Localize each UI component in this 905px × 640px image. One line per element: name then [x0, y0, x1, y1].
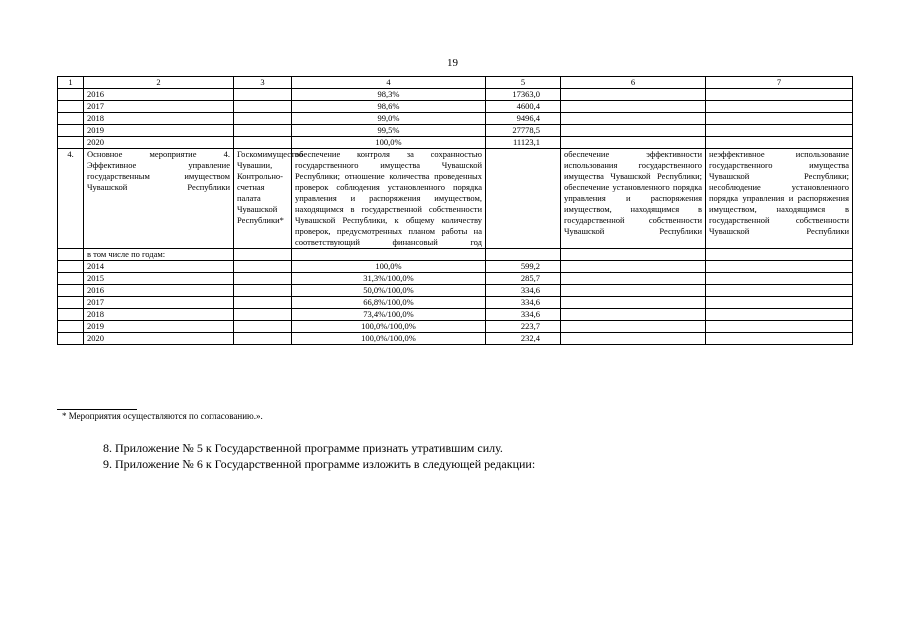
result-cell: [561, 321, 706, 333]
row-number-cell: [58, 125, 84, 137]
activity-executor: Госкомимущество Чувашии, Контрольно-счетная палата Чувашской Республики*: [234, 149, 292, 249]
year-cell: 2016: [84, 89, 234, 101]
risks-cell: [706, 333, 853, 345]
indicator-value-cell: 100,0%/100,0%: [292, 321, 486, 333]
row-number-cell: [58, 333, 84, 345]
table-row: [58, 285, 853, 297]
result-cell: [561, 137, 706, 149]
indicator-value-cell: 100,0%/100,0%: [292, 333, 486, 345]
indicator-value-cell: 73,4%/100,0%: [292, 309, 486, 321]
table-row: [58, 261, 853, 273]
executor-cell: [234, 89, 292, 101]
activity-result: обеспечение эффективности использования государственного имущества Чувашской Республики; обеспечение установленного порядка управления и распоряжения имуществом, находящимся в государственной собственности Чувашской Республики: [561, 149, 706, 249]
amount-cell: 4600,4: [486, 101, 561, 113]
row-number-cell: [58, 101, 84, 113]
year-cell: 2018: [84, 113, 234, 125]
table-row: [58, 113, 853, 125]
year-cell: 2020: [84, 333, 234, 345]
activity-row: [58, 149, 853, 249]
year-cell: 2017: [84, 101, 234, 113]
table-row: [58, 137, 853, 149]
table-row: [58, 309, 853, 321]
row-number-cell: [58, 321, 84, 333]
empty-cell: [486, 249, 561, 261]
header-cell: 3: [234, 77, 292, 89]
risks-cell: [706, 321, 853, 333]
executor-cell: [234, 285, 292, 297]
risks-cell: [706, 285, 853, 297]
row-number-cell: [58, 285, 84, 297]
paragraph-9: 9. Приложение № 6 к Государственной программе изложить в следующей редакции:: [103, 457, 536, 471]
executor-cell: [234, 333, 292, 345]
header-cell: 5: [486, 77, 561, 89]
risks-cell: [706, 125, 853, 137]
year-cell: 2014: [84, 261, 234, 273]
table-row: [58, 297, 853, 309]
amount-cell: 17363,0: [486, 89, 561, 101]
year-cell: 2019: [84, 321, 234, 333]
row-number-cell: [58, 273, 84, 285]
row-number-cell: [58, 309, 84, 321]
executor-cell: [234, 261, 292, 273]
executor-cell: [234, 101, 292, 113]
empty-cell: [292, 249, 486, 261]
activity-name: Основное мероприятие 4. Эффективное управление государственным имуществом Чувашской Республики: [84, 149, 234, 249]
risks-cell: [706, 261, 853, 273]
risks-cell: [706, 101, 853, 113]
amount-cell: 334,6: [486, 297, 561, 309]
row-number-cell: [58, 89, 84, 101]
result-cell: [561, 273, 706, 285]
amount-cell: 334,6: [486, 309, 561, 321]
executor-cell: [234, 309, 292, 321]
year-cell: 2015: [84, 273, 234, 285]
row-number-cell: [58, 261, 84, 273]
result-cell: [561, 333, 706, 345]
empty-cell: [234, 249, 292, 261]
risks-cell: [706, 113, 853, 125]
executor-cell: [234, 113, 292, 125]
year-cell: 2019: [84, 125, 234, 137]
amount-cell: 334,6: [486, 285, 561, 297]
program-table: [57, 76, 853, 345]
activity-risks: неэффективное использование государственного имущества Чувашской Республики; несоблюдение установленного порядка управления и распоряжения имуществом, находящимся в государственной собственности Чувашской Республики: [706, 149, 853, 249]
year-cell: 2017: [84, 297, 234, 309]
table-row: [58, 101, 853, 113]
result-cell: [561, 261, 706, 273]
indicator-value-cell: 31,3%/100,0%: [292, 273, 486, 285]
footnote-divider: [57, 409, 137, 410]
indicator-value-cell: 100,0%: [292, 261, 486, 273]
table-row: [58, 333, 853, 345]
table-row: [58, 321, 853, 333]
result-cell: [561, 309, 706, 321]
amount-cell: 11123,1: [486, 137, 561, 149]
header-cell: 4: [292, 77, 486, 89]
program-table-body: [58, 77, 853, 345]
indicator-value-cell: 50,0%/100,0%: [292, 285, 486, 297]
footnote: * Мероприятия осуществляются по согласованию.».: [62, 411, 263, 421]
by-years-label: в том числе по годам:: [84, 249, 234, 261]
indicator-value-cell: 99,5%: [292, 125, 486, 137]
indicator-value-cell: 100,0%: [292, 137, 486, 149]
amount-cell: 599,2: [486, 261, 561, 273]
table-header-row: [58, 77, 853, 89]
result-cell: [561, 285, 706, 297]
risks-cell: [706, 137, 853, 149]
amount-cell: 285,7: [486, 273, 561, 285]
amount-cell: 223,7: [486, 321, 561, 333]
row-number-cell: [58, 113, 84, 125]
header-cell: 2: [84, 77, 234, 89]
risks-cell: [706, 309, 853, 321]
risks-cell: [706, 273, 853, 285]
activity-indicator: обеспечение контроля за сохранностью государственного имущества Чувашской Республики; отношение количества проведенных проверок соблюдения установленного порядка управления и распоряжения имуществом, находящимся в государственной собственности Чувашской Республики, к общему количеству проверок, предусмотренных планом работы на соответствующий финансовый год: [292, 149, 486, 249]
empty-cell: [706, 249, 853, 261]
result-cell: [561, 113, 706, 125]
activity-number: 4.: [58, 149, 84, 249]
amount-cell: 27778,5: [486, 125, 561, 137]
table-row: [58, 89, 853, 101]
executor-cell: [234, 125, 292, 137]
result-cell: [561, 101, 706, 113]
empty-cell: [561, 249, 706, 261]
year-cell: 2020: [84, 137, 234, 149]
result-cell: [561, 125, 706, 137]
year-cell: 2016: [84, 285, 234, 297]
amount-cell: 9496,4: [486, 113, 561, 125]
header-cell: 7: [706, 77, 853, 89]
table-row: [58, 273, 853, 285]
indicator-value-cell: 99,0%: [292, 113, 486, 125]
executor-cell: [234, 273, 292, 285]
executor-cell: [234, 321, 292, 333]
year-cell: 2018: [84, 309, 234, 321]
header-cell: 6: [561, 77, 706, 89]
table-row: [58, 125, 853, 137]
result-cell: [561, 89, 706, 101]
activity-amount: [486, 149, 561, 249]
page-number: 19: [447, 57, 458, 69]
row-number-cell: [58, 297, 84, 309]
paragraph-8: 8. Приложение № 5 к Государственной программе признать утратившим силу.: [103, 441, 503, 455]
executor-cell: [234, 137, 292, 149]
risks-cell: [706, 297, 853, 309]
indicator-value-cell: 98,6%: [292, 101, 486, 113]
row-number-cell: [58, 137, 84, 149]
by-years-row: [58, 249, 853, 261]
result-cell: [561, 297, 706, 309]
indicator-value-cell: 66,8%/100,0%: [292, 297, 486, 309]
amount-cell: 232,4: [486, 333, 561, 345]
risks-cell: [706, 89, 853, 101]
header-cell: 1: [58, 77, 84, 89]
indicator-value-cell: 98,3%: [292, 89, 486, 101]
empty-cell: [58, 249, 84, 261]
executor-cell: [234, 297, 292, 309]
